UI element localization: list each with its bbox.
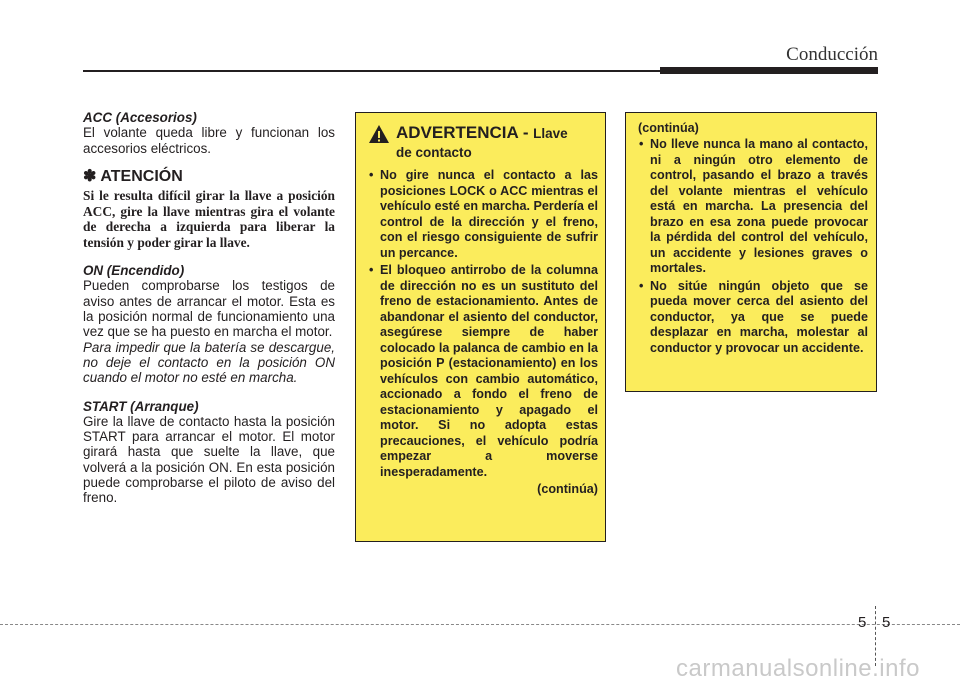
list-item: • No sitúe ningún objeto que se pueda mover cerca del asiento del conductor, ya que se puede desplazar en marcha, molestar al conductor y provocar un accidente. bbox=[638, 279, 868, 357]
warning-title-sub-1: Llave bbox=[533, 126, 568, 141]
warning-heading bbox=[368, 123, 598, 162]
list-item: • No gire nunca el contacto a las posiciones LOCK o ACC mientras el vehículo esté en marcha. Perdería el control de la dirección y el freno, con el riesgo consiguiente de sufrir un percance. bbox=[368, 168, 598, 261]
watermark: carmanualsonline.info bbox=[676, 655, 920, 682]
page-number-chapter: 5 bbox=[858, 614, 867, 631]
warning2-list bbox=[638, 137, 868, 356]
list-item: • El bloqueo antirrobo de la columna de dirección no es un sustituto del freno de estacionamiento. Antes de abandonar el asiento del conductor, asegúrese siempre de haber colocado la palanca de cambio en la posición P (estacionamiento) en los vehículos con cambio automático, accionado a fondo el freno de estacionamiento y apagado el motor. Si no adopta estas precauciones, el vehículo podría empezar a moverse inesperadamente. bbox=[368, 263, 598, 480]
on-italic-text: Para impedir que la batería se descargue, no deje el contacto en la posición ON cuando el motor no esté en marcha. bbox=[83, 339, 335, 386]
warning-title-main: ADVERTENCIA - bbox=[396, 123, 529, 142]
attention-star-icon: ✽ bbox=[83, 167, 97, 185]
start-text: Gire la llave de contacto hasta la posición START para arrancar el motor. El motor girará hasta que suelte la llave, que volverá a la posición ON. En esta posición puede comprobarse el piloto de aviso del freno. bbox=[83, 413, 335, 506]
header-rule-thin bbox=[83, 70, 663, 72]
on-heading: ON (Encendido) bbox=[83, 263, 185, 279]
on-text: Pueden comprobarse los testigos de aviso antes de arrancar el motor. Esta es la posición normal de funcionamiento una vez que se ha puesto en marcha el motor. bbox=[83, 278, 335, 340]
warning-triangle-icon bbox=[368, 124, 390, 144]
bottom-dashed-line bbox=[0, 624, 960, 625]
warning-title bbox=[396, 123, 568, 162]
attention-heading-text: ATENCIÓN bbox=[100, 167, 183, 185]
page-number-page: 5 bbox=[882, 614, 891, 631]
page-header-title: Conducción bbox=[786, 44, 878, 65]
warning-continue-label: (continúa) bbox=[537, 482, 598, 496]
left-column bbox=[83, 110, 335, 506]
warning-box bbox=[355, 112, 606, 542]
attention-heading bbox=[83, 169, 335, 184]
acc-heading: ACC (Accesorios) bbox=[83, 110, 197, 125]
warning2-continue-label: (continúa) bbox=[638, 121, 699, 135]
warning-list bbox=[368, 168, 598, 480]
list-item: • No lleve nunca la mano al contacto, ni a ningún otro elemento de control, pasando el brazo a través del volante mientras el vehículo está en marcha. La presencia del brazo en esa zona puede provocar la pérdida del control del vehículo, un accidente y lesiones graves o mortales. bbox=[638, 137, 868, 277]
warning-box-continued bbox=[625, 112, 877, 392]
attention-text: Si le resulta difícil girar la llave a posición ACC, gire la llave mientras gira el volante de derecha a izquierda para liberar la tensión y poder girar la llave. bbox=[83, 188, 335, 250]
start-heading: START (Arranque) bbox=[83, 398, 199, 414]
warning-title-sub-2: de contacto bbox=[396, 145, 472, 160]
acc-text: El volante queda libre y funcionan los accesorios eléctricos. bbox=[83, 125, 335, 156]
header-rule-thick bbox=[660, 67, 878, 74]
